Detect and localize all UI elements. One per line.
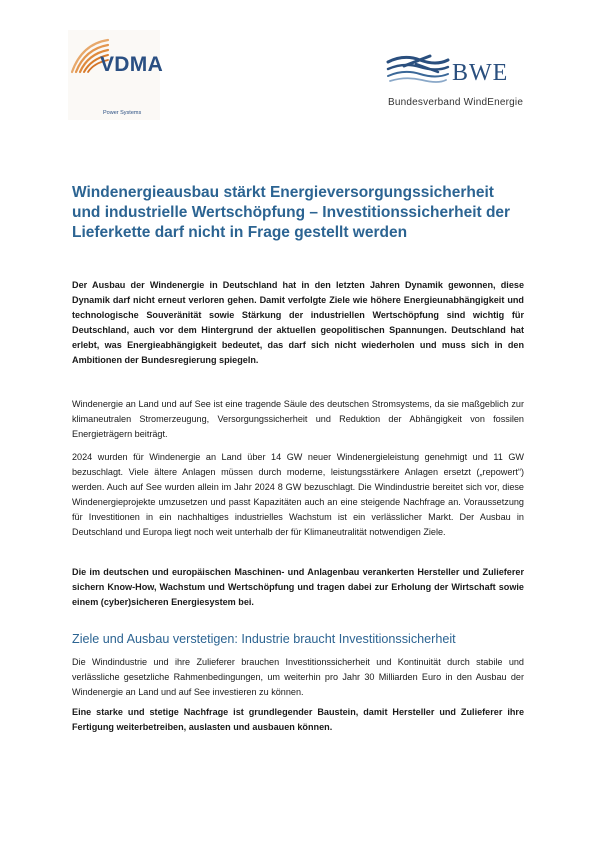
document-title: Windenergieausbau stärkt Energieversorgungssicherheit und industrielle Wertschöpfung – Investitionssicherheit der Lieferkette darf nicht in Frage gestellt werden xyxy=(72,184,511,241)
vdma-logo-subtitle: Power Systems xyxy=(103,110,142,116)
body-paragraph-5: Eine starke und stetige Nachfrage ist grundlegender Baustein, damit Hersteller und Zulieferer ihre Fertigung weiterbetreiben, auslasten und ausbauen können. xyxy=(72,707,524,732)
bwe-logo-subtitle: Bundesverband WindEnergie xyxy=(388,97,524,108)
body-paragraph-4: Die Windindustrie und ihre Zulieferer brauchen Investitionssicherheit und Kontinuität durch stabile und verlässliche gesetzliche Rahmenbedingungen, um weiterhin pro Jahr 30 Milliarden Euro in den Ausbau der Windenergie an Land und auf See investieren zu können. xyxy=(72,657,524,697)
vdma-logo-text: VDMA xyxy=(100,53,164,76)
body-paragraph-3: Die im deutschen und europäischen Maschinen- und Anlagenbau verankerten Hersteller und Zulieferer sichern Know-How, Wachstum und Wertschöpfung und tragen dabei zur Erholung der Wirtschaft sowie einem (cyber)sicheren Energiesystem bei. xyxy=(72,567,524,607)
body-paragraph-2: 2024 wurden für Windenergie an Land über 14 GW neuer Windenergieleistung genehmigt und 11 GW bezuschlagt. Viele ältere Anlagen müssen durch moderne, leistungsstärkere Anlagen ersetzt („repowert“) werden. Auch auf See wurden allein im Jahr 2024 8 GW bezuschlagt. Die Windindustrie bereitet sich vor, diese Windenergieprojekte umzusetzen und passt Kapazitäten auch an eine steigende Nachfrage an. Voraussetzung für Investitionen in ein nachhaltiges industrielles Wachstum ist ein verlässlicher Markt. Der Ausbau in Deutschland und Europa liegt noch weit unterhalb der für Klimaneutralität notwendigen Ziele. xyxy=(72,452,524,537)
bwe-logo-text: BWE xyxy=(452,60,509,86)
intro-paragraph: Der Ausbau der Windenergie in Deutschland hat in den letzten Jahren Dynamik gewonnen, diese Dynamik darf nicht erneut verloren gehen. Damit verfolgte Ziele wie höhere Energieunabhängigkeit und technologische Souveränität sowie Stärkung der industriellen Wertschöpfung sind wichtig für Deutschland, auch vor dem Hintergrund der aktuellen geopolitischen Spannungen. Deutschland hat erlebt, was Energieabhängigkeit bedeutet, das darf sich nicht wiederholen und muss sich in den Ambitionen der Bundesregierung spiegeln. xyxy=(72,280,524,365)
section-heading: Ziele und Ausbau verstetigen: Industrie braucht Investitionssicherheit xyxy=(72,632,456,646)
body-paragraph-1: Windenergie an Land und auf See ist eine tragende Säule des deutschen Stromsystems, da sie maßgeblich zur klimaneutralen Stromerzeugung, Versorgungssicherheit und Reduktion der Abhängigkeit von fossilen Energieträgern beiträgt. xyxy=(72,399,524,439)
